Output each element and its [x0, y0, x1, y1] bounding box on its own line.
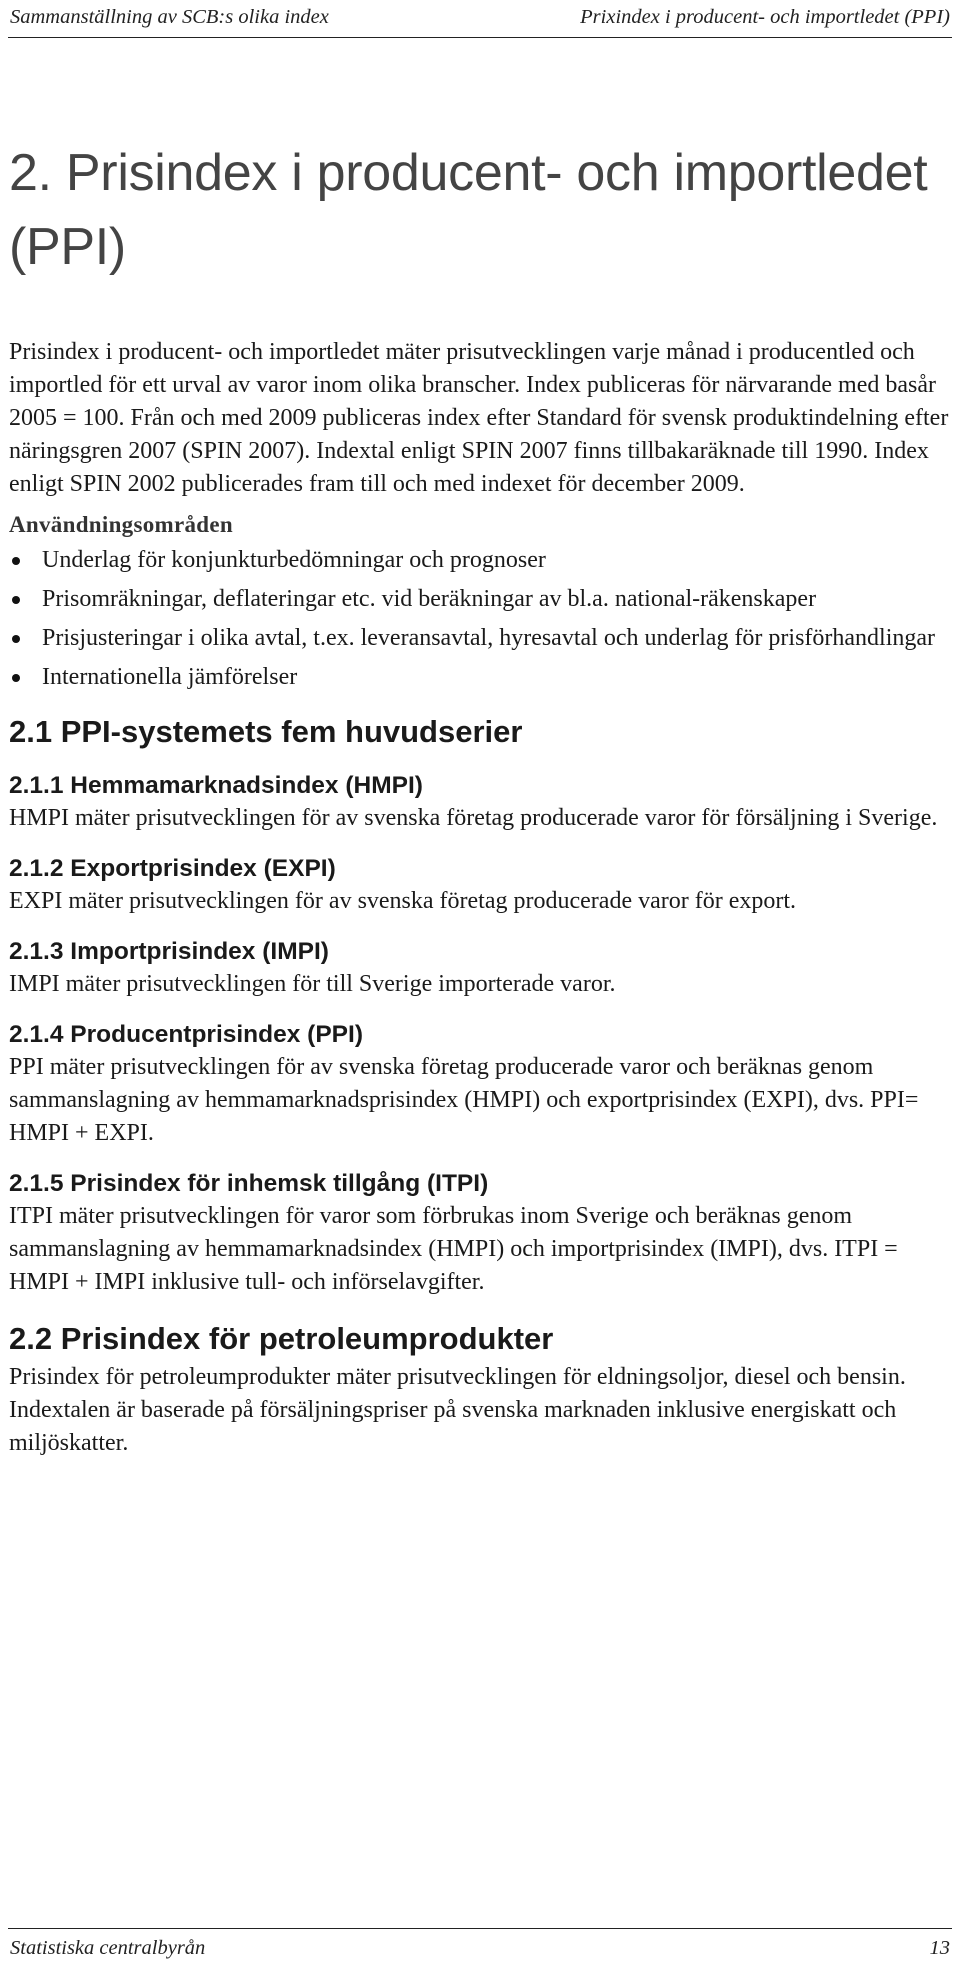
usage-list-item [9, 583, 954, 616]
usage-heading: Användningsområden [9, 512, 233, 537]
bullet-icon [12, 557, 20, 565]
subsection-text: HMPI mäter prisutvecklingen för av svenska företag producerade varor för försäljning i Sverige. [9, 805, 938, 831]
chapter-intro: Prisindex i producent- och importledet mäter prisutvecklingen varje månad i producentled och importled för ett urval av varor inom olika branscher. Index publiceras för närvarande med basår 2005 = 100. Från och med 2009 publiceras index efter Standard för svensk produktindelning efter näringsgren 2007 (SPIN 2007). Indextal enligt SPIN 2007 finns tillbakaräknade till 1990. Index enligt SPIN 2002 publicerades fram till och med indexet för december 2009. [9, 339, 949, 497]
subsection-text: PPI mäter prisutvecklingen för av svenska företag producerade varor och beräknas genom sammanslagning av hemmamarknadsprisindex (HMPI) och exportprisindex (EXPI), dvs. PPI= HMPI + EXPI. [9, 1054, 919, 1146]
usage-list-item [9, 661, 954, 694]
bullet-icon [12, 674, 20, 682]
page-footer [10, 1933, 950, 1963]
footer-divider [8, 1928, 952, 1929]
subsection-expi [9, 853, 954, 918]
usage-list [9, 544, 954, 694]
usage-item-text: Prisjusteringar i olika avtal, t.ex. leveransavtal, hyresavtal och underlag för prisförhandlingar [42, 625, 936, 651]
usage-item-text: Prisomräkningar, deflateringar etc. vid beräkningar av bl.a. national-räkenskaper [42, 586, 817, 612]
usage-list-item [9, 544, 954, 577]
subsection-text: IMPI mäter prisutvecklingen för till Sverige importerade varor. [9, 971, 616, 997]
usage-list-item [9, 622, 954, 655]
running-header [10, 0, 950, 34]
subsection-impi [9, 936, 954, 1001]
subsection-text: EXPI mäter prisutvecklingen för av svenska företag producerade varor för export. [9, 888, 797, 914]
subsection-ppi [9, 1019, 954, 1150]
page-content [9, 136, 954, 1460]
subsection-heading: 2.1.5 Prisindex för inhemsk tillgång (ITPI) [9, 1170, 489, 1197]
subsection-hmpi [9, 770, 954, 835]
subsection-heading: 2.1.3 Importprisindex (IMPI) [9, 938, 329, 965]
subsection-itpi [9, 1168, 954, 1299]
section-heading: 2.2 Prisindex för petroleumprodukter [9, 1321, 554, 1356]
page-number: 13 [929, 1936, 950, 1959]
usage-item-text: Underlag för konjunkturbedömningar och prognoser [42, 547, 546, 573]
section-text: Prisindex för petroleumprodukter mäter prisutvecklingen för eldningsoljor, diesel och bensin. Indextalen är baserade på försäljningspriser på svenska marknaden inklusive energiskatt och miljöskatter. [9, 1364, 906, 1456]
bullet-icon [12, 596, 20, 604]
usage-item-text: Internationella jämförelser [42, 664, 298, 690]
chapter-title: 2. Prisindex i producent- och importledet (PPI) [9, 144, 928, 276]
bullet-icon [12, 635, 20, 643]
header-divider [8, 37, 952, 38]
footer-publisher: Statistiska centralbyrån [10, 1936, 206, 1959]
header-right-text: Prixindex i producent- och importledet (PPI) [580, 5, 950, 28]
subsection-text: ITPI mäter prisutvecklingen för varor som förbrukas inom Sverige och beräknas genom sammanslagning av hemmamarknadsindex (HMPI) och importprisindex (IMPI), dvs. ITPI = HMPI + IMPI inklusive tull- och införselavgifter. [9, 1203, 898, 1295]
section-heading: 2.1 PPI-systemets fem huvudserier [9, 714, 523, 749]
subsection-heading: 2.1.2 Exportprisindex (EXPI) [9, 855, 336, 882]
subsection-heading: 2.1.4 Producentprisindex (PPI) [9, 1021, 363, 1048]
subsection-heading: 2.1.1 Hemmamarknadsindex (HMPI) [9, 772, 423, 799]
header-left-text: Sammanställning av SCB:s olika index [10, 5, 329, 28]
